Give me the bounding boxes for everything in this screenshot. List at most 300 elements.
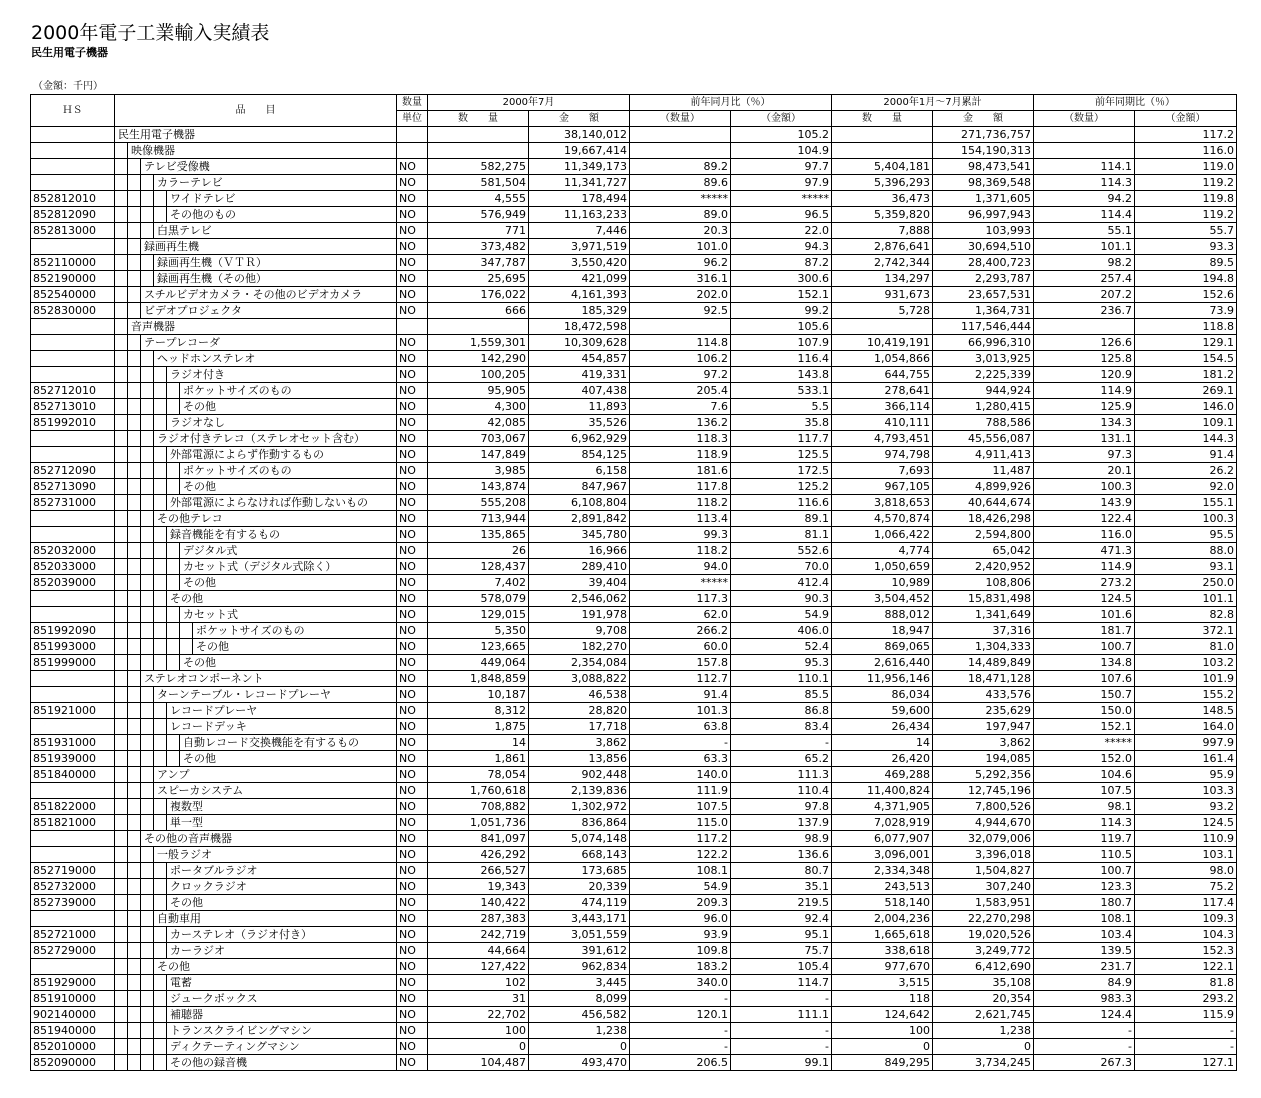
unit-cell: NO	[397, 687, 428, 703]
item-name: その他	[183, 656, 216, 669]
table-row	[31, 831, 1237, 847]
indent-guide	[115, 271, 128, 286]
table-row	[31, 511, 1237, 527]
table-row	[31, 959, 1237, 975]
indent-guide	[141, 783, 154, 798]
month-qty-ratio-cell: 108.1	[630, 863, 731, 879]
hs-code-cell	[31, 159, 115, 175]
cum-amt-cell: 1,341,649	[933, 607, 1034, 623]
cum-qty-cell: 0	[832, 1039, 933, 1055]
month-amt-ratio-cell: 54.9	[731, 607, 832, 623]
cum-qty-ratio-cell: 143.9	[1034, 495, 1135, 511]
table-row	[31, 575, 1237, 591]
indent-guide	[167, 559, 180, 574]
table-body	[31, 127, 1237, 1071]
month-amt-ratio-cell: 87.2	[731, 255, 832, 271]
month-qty-ratio-cell: -	[630, 735, 731, 751]
cum-amt-cell: 96,997,943	[933, 207, 1034, 223]
month-qty-ratio-cell: 63.3	[630, 751, 731, 767]
hs-code-cell: 851921000	[31, 703, 115, 719]
month-qty-cell: 576,949	[428, 207, 529, 223]
cum-qty-cell: 1,050,659	[832, 559, 933, 575]
indent-guide	[115, 223, 128, 238]
header-month-ratio: 前年同月比（％）	[630, 95, 832, 111]
cum-qty-ratio-cell: 107.5	[1034, 783, 1135, 799]
cum-amt-cell: 15,831,498	[933, 591, 1034, 607]
month-qty-ratio-cell: 7.6	[630, 399, 731, 415]
indent-guide	[115, 415, 128, 430]
month-amt-cell: 20,339	[529, 879, 630, 895]
item-name: 補聴器	[170, 1008, 203, 1021]
item-name: ディクテーティングマシン	[170, 1040, 300, 1053]
indent-guide	[115, 431, 128, 446]
table-row	[31, 1007, 1237, 1023]
header-unit-bottom: 単位	[397, 111, 428, 127]
unit-cell: NO	[397, 1023, 428, 1039]
cum-amt-cell: 23,657,531	[933, 287, 1034, 303]
indent-guide	[128, 975, 141, 990]
cum-qty-cell: 4,371,905	[832, 799, 933, 815]
cum-qty-ratio-cell: 108.1	[1034, 911, 1135, 927]
table-row	[31, 1039, 1237, 1055]
cum-qty-cell: 14	[832, 735, 933, 751]
item-name: テレビ受像機	[144, 160, 210, 173]
table-row	[31, 399, 1237, 415]
unit-cell: NO	[397, 655, 428, 671]
unit-cell: NO	[397, 511, 428, 527]
month-qty-cell: 100,205	[428, 367, 529, 383]
cum-amt-cell: 2,594,800	[933, 527, 1034, 543]
table-row	[31, 303, 1237, 319]
cum-qty-cell: 11,956,146	[832, 671, 933, 687]
indent-guide	[141, 719, 154, 734]
unit-cell: NO	[397, 719, 428, 735]
table-row	[31, 319, 1237, 335]
hs-code-cell	[31, 367, 115, 383]
item-name-cell	[115, 815, 397, 831]
cum-amt-cell: 2,225,339	[933, 367, 1034, 383]
indent-guide	[115, 367, 128, 382]
cum-qty-cell: 5,404,181	[832, 159, 933, 175]
cum-amt-ratio-cell: 103.1	[1135, 847, 1237, 863]
cum-qty-cell: 2,004,236	[832, 911, 933, 927]
month-amt-ratio-cell: 70.0	[731, 559, 832, 575]
cum-amt-ratio-cell: -	[1135, 1039, 1237, 1055]
item-name: その他	[183, 400, 216, 413]
hs-code-cell: 852010000	[31, 1039, 115, 1055]
indent-guide	[154, 527, 167, 542]
table-row	[31, 895, 1237, 911]
item-name-cell	[115, 687, 397, 703]
cum-amt-cell: 3,734,245	[933, 1055, 1034, 1071]
indent-guide	[154, 1039, 167, 1054]
month-amt-ratio-cell: 110.1	[731, 671, 832, 687]
indent-guide	[128, 495, 141, 510]
indent-guide	[167, 543, 180, 558]
indent-guide	[128, 367, 141, 382]
item-name: テープレコーダ	[144, 336, 221, 349]
cum-amt-ratio-cell: 194.8	[1135, 271, 1237, 287]
indent-guide	[128, 383, 141, 398]
month-qty-ratio-cell: 109.8	[630, 943, 731, 959]
indent-guide	[154, 479, 167, 494]
indent-guide	[154, 1023, 167, 1038]
item-name: その他	[157, 960, 190, 973]
month-qty-ratio-cell	[630, 127, 731, 143]
cum-qty-ratio-cell: 110.5	[1034, 847, 1135, 863]
cum-amt-cell: 6,412,690	[933, 959, 1034, 975]
month-qty-ratio-cell: 96.2	[630, 255, 731, 271]
cum-qty-ratio-cell	[1034, 143, 1135, 159]
item-name: ポケットサイズのもの	[196, 624, 305, 637]
month-amt-ratio-cell: 5.5	[731, 399, 832, 415]
item-name-cell	[115, 335, 397, 351]
item-name-cell	[115, 831, 397, 847]
indent-guide	[128, 831, 141, 846]
indent-guide	[141, 191, 154, 206]
indent-guide	[141, 751, 154, 766]
item-name-cell	[115, 1039, 397, 1055]
cum-amt-ratio-cell: 293.2	[1135, 991, 1237, 1007]
indent-guide	[154, 207, 167, 222]
cum-amt-ratio-cell: 81.8	[1135, 975, 1237, 991]
hs-code-cell: 851910000	[31, 991, 115, 1007]
item-name: 複数型	[170, 800, 203, 813]
month-amt-cell: 1,302,972	[529, 799, 630, 815]
indent-guide	[167, 607, 180, 622]
item-name: 映像機器	[131, 144, 175, 157]
item-name-cell	[115, 479, 397, 495]
indent-guide	[128, 687, 141, 702]
indent-guide	[115, 1055, 128, 1070]
item-name-cell	[115, 1055, 397, 1071]
item-name-cell	[115, 159, 397, 175]
month-qty-cell: 102	[428, 975, 529, 991]
hs-code-cell: 852830000	[31, 303, 115, 319]
indent-guide	[128, 639, 141, 654]
cum-qty-ratio-cell: 100.3	[1034, 479, 1135, 495]
month-amt-ratio-cell: 94.3	[731, 239, 832, 255]
unit-cell: NO	[397, 623, 428, 639]
indent-guide	[154, 463, 167, 478]
month-amt-cell: 11,349,173	[529, 159, 630, 175]
month-qty-cell	[428, 319, 529, 335]
item-name-cell	[115, 975, 397, 991]
month-amt-cell: 407,438	[529, 383, 630, 399]
item-name-cell	[115, 703, 397, 719]
item-name: 自動車用	[157, 912, 201, 925]
header-unit-top: 数量	[397, 95, 428, 111]
indent-guide	[115, 463, 128, 478]
month-qty-ratio-cell: 20.3	[630, 223, 731, 239]
item-name-cell	[115, 463, 397, 479]
table-row	[31, 655, 1237, 671]
indent-guide	[141, 351, 154, 366]
month-qty-cell: 143,874	[428, 479, 529, 495]
item-name: カセット式	[183, 608, 238, 621]
unit-cell: NO	[397, 463, 428, 479]
indent-guide	[128, 1039, 141, 1054]
table-row	[31, 879, 1237, 895]
unit-cell: NO	[397, 367, 428, 383]
cum-amt-ratio-cell: 81.0	[1135, 639, 1237, 655]
cum-amt-ratio-cell: 372.1	[1135, 623, 1237, 639]
cum-amt-cell: 35,108	[933, 975, 1034, 991]
indent-guide	[141, 1055, 154, 1070]
hs-code-cell: 851929000	[31, 975, 115, 991]
cum-qty-cell: 2,616,440	[832, 655, 933, 671]
item-name-cell	[115, 847, 397, 863]
unit-cell: NO	[397, 863, 428, 879]
month-amt-ratio-cell: 35.1	[731, 879, 832, 895]
table-row	[31, 207, 1237, 223]
indent-guide	[141, 687, 154, 702]
item-name-cell	[115, 671, 397, 687]
item-name-cell	[115, 431, 397, 447]
cum-amt-ratio-cell: 73.9	[1135, 303, 1237, 319]
month-amt-ratio-cell: 125.5	[731, 447, 832, 463]
cum-qty-cell: 366,114	[832, 399, 933, 415]
month-amt-ratio-cell: 104.9	[731, 143, 832, 159]
cum-amt-ratio-cell: 122.1	[1135, 959, 1237, 975]
cum-qty-cell: 644,755	[832, 367, 933, 383]
cum-qty-cell: 888,012	[832, 607, 933, 623]
cum-qty-ratio-cell: 100.7	[1034, 639, 1135, 655]
cum-qty-cell: 2,876,641	[832, 239, 933, 255]
indent-guide	[128, 207, 141, 222]
month-amt-cell: 5,074,148	[529, 831, 630, 847]
header-item: 品 目	[115, 95, 397, 127]
indent-guide	[115, 399, 128, 414]
item-name-cell	[115, 143, 397, 159]
indent-guide	[128, 751, 141, 766]
hs-code-cell	[31, 911, 115, 927]
cum-qty-cell: 278,641	[832, 383, 933, 399]
month-amt-cell: 3,088,822	[529, 671, 630, 687]
indent-guide	[115, 255, 128, 270]
indent-guide	[141, 799, 154, 814]
month-qty-ratio-cell: 114.8	[630, 335, 731, 351]
indent-guide	[128, 303, 141, 318]
cum-amt-cell: 194,085	[933, 751, 1034, 767]
month-amt-ratio-cell: -	[731, 1039, 832, 1055]
indent-guide	[154, 399, 167, 414]
indent-guide	[154, 943, 167, 958]
indent-guide	[141, 927, 154, 942]
indent-guide	[141, 1007, 154, 1022]
cum-amt-ratio-cell: 250.0	[1135, 575, 1237, 591]
table-row	[31, 559, 1237, 575]
header-month: 2000年7月	[428, 95, 630, 111]
indent-guide	[141, 527, 154, 542]
month-qty-ratio-cell: 101.0	[630, 239, 731, 255]
indent-guide	[141, 1023, 154, 1038]
indent-guide	[115, 303, 128, 318]
month-amt-ratio-cell: 81.1	[731, 527, 832, 543]
unit-cell: NO	[397, 927, 428, 943]
indent-guide	[128, 511, 141, 526]
month-amt-ratio-cell: 137.9	[731, 815, 832, 831]
item-name-cell	[115, 799, 397, 815]
cum-qty-cell: 1,054,866	[832, 351, 933, 367]
cum-amt-ratio-cell: 118.8	[1135, 319, 1237, 335]
cum-qty-cell	[832, 143, 933, 159]
indent-guide	[154, 495, 167, 510]
hs-code-cell: 852721000	[31, 927, 115, 943]
cum-amt-ratio-cell: 119.8	[1135, 191, 1237, 207]
header-month-amt-ratio: （金額）	[731, 111, 832, 127]
month-amt-cell: 454,857	[529, 351, 630, 367]
item-name: 一般ラジオ	[157, 848, 212, 861]
indent-guide	[115, 559, 128, 574]
cum-amt-cell: 944,924	[933, 383, 1034, 399]
item-name-cell	[115, 271, 397, 287]
unit-cell: NO	[397, 943, 428, 959]
month-amt-ratio-cell: 89.1	[731, 511, 832, 527]
month-qty-cell: 713,944	[428, 511, 529, 527]
item-name-cell	[115, 607, 397, 623]
cum-qty-ratio-cell: 114.9	[1034, 383, 1135, 399]
item-name-cell	[115, 879, 397, 895]
indent-guide	[128, 927, 141, 942]
month-amt-cell: 345,780	[529, 527, 630, 543]
indent-guide	[154, 991, 167, 1006]
item-name-cell	[115, 527, 397, 543]
item-name-cell	[115, 575, 397, 591]
cum-qty-ratio-cell: 101.6	[1034, 607, 1135, 623]
cum-amt-cell: 98,473,541	[933, 159, 1034, 175]
cum-amt-ratio-cell: 91.4	[1135, 447, 1237, 463]
indent-guide	[154, 863, 167, 878]
month-amt-cell: 173,685	[529, 863, 630, 879]
indent-guide	[115, 607, 128, 622]
indent-guide	[115, 959, 128, 974]
month-qty-ratio-cell: 202.0	[630, 287, 731, 303]
item-name: アンプ	[157, 768, 190, 781]
month-qty-ratio-cell: 96.0	[630, 911, 731, 927]
cum-qty-cell: 7,028,919	[832, 815, 933, 831]
cum-qty-ratio-cell: 180.7	[1034, 895, 1135, 911]
month-amt-cell: 3,550,420	[529, 255, 630, 271]
month-qty-cell: 142,290	[428, 351, 529, 367]
hs-code-cell: 851993000	[31, 639, 115, 655]
cum-qty-cell: 849,295	[832, 1055, 933, 1071]
month-amt-cell: 191,978	[529, 607, 630, 623]
hs-code-cell: 902140000	[31, 1007, 115, 1023]
cum-amt-cell: 19,020,526	[933, 927, 1034, 943]
unit-cell: NO	[397, 383, 428, 399]
cum-qty-ratio-cell: 152.0	[1034, 751, 1135, 767]
import-table	[30, 94, 1237, 1071]
month-qty-cell: 771	[428, 223, 529, 239]
month-qty-ratio-cell: 266.2	[630, 623, 731, 639]
month-qty-cell: 8,312	[428, 703, 529, 719]
item-name: カーステレオ（ラジオ付き）	[170, 928, 313, 941]
cum-amt-cell: 108,806	[933, 575, 1034, 591]
month-amt-ratio-cell: 65.2	[731, 751, 832, 767]
cum-qty-ratio-cell: 122.4	[1034, 511, 1135, 527]
month-qty-ratio-cell: 118.2	[630, 543, 731, 559]
cum-amt-ratio-cell: 155.1	[1135, 495, 1237, 511]
month-qty-cell: 19,343	[428, 879, 529, 895]
unit-cell: NO	[397, 959, 428, 975]
cum-qty-ratio-cell: 134.3	[1034, 415, 1135, 431]
month-amt-cell: 6,108,804	[529, 495, 630, 511]
month-qty-cell: 703,067	[428, 431, 529, 447]
cum-amt-ratio-cell: 117.4	[1135, 895, 1237, 911]
hs-code-cell	[31, 335, 115, 351]
indent-guide	[115, 143, 128, 158]
hs-code-cell: 852032000	[31, 543, 115, 559]
unit-cell: NO	[397, 671, 428, 687]
cum-qty-ratio-cell: 126.6	[1034, 335, 1135, 351]
unit-cell: NO	[397, 495, 428, 511]
item-name: ワイドテレビ	[170, 192, 236, 205]
table-row	[31, 943, 1237, 959]
cum-qty-cell: 869,065	[832, 639, 933, 655]
month-amt-ratio-cell: 95.1	[731, 927, 832, 943]
indent-guide	[141, 767, 154, 782]
month-qty-cell: 5,350	[428, 623, 529, 639]
indent-guide	[115, 591, 128, 606]
month-qty-cell	[428, 127, 529, 143]
cum-amt-cell: 4,899,926	[933, 479, 1034, 495]
item-name: ポケットサイズのもの	[183, 384, 292, 397]
month-qty-cell: 426,292	[428, 847, 529, 863]
cum-qty-cell: 3,096,001	[832, 847, 933, 863]
item-name: レコードプレーヤ	[170, 704, 258, 717]
item-name-cell	[115, 751, 397, 767]
month-amt-cell: 11,163,233	[529, 207, 630, 223]
cum-amt-cell: 22,270,298	[933, 911, 1034, 927]
cum-qty-ratio-cell: 84.9	[1034, 975, 1135, 991]
indent-guide	[128, 623, 141, 638]
indent-guide	[115, 623, 128, 638]
table-row	[31, 255, 1237, 271]
cum-qty-cell: 3,504,452	[832, 591, 933, 607]
table-row	[31, 527, 1237, 543]
month-qty-cell: 100	[428, 1023, 529, 1039]
month-amt-cell: 3,443,171	[529, 911, 630, 927]
month-amt-ratio-cell: 98.9	[731, 831, 832, 847]
month-qty-ratio-cell: 92.5	[630, 303, 731, 319]
item-name-cell	[115, 559, 397, 575]
indent-guide	[115, 735, 128, 750]
month-amt-ratio-cell: -	[731, 735, 832, 751]
hs-code-cell: 852039000	[31, 575, 115, 591]
month-amt-cell: 39,404	[529, 575, 630, 591]
cum-qty-ratio-cell: 150.0	[1034, 703, 1135, 719]
indent-guide	[141, 575, 154, 590]
indent-guide	[141, 207, 154, 222]
cum-qty-ratio-cell: 103.4	[1034, 927, 1135, 943]
indent-guide	[115, 751, 128, 766]
indent-guide	[128, 895, 141, 910]
month-amt-ratio-cell: 80.7	[731, 863, 832, 879]
cum-qty-cell: 931,673	[832, 287, 933, 303]
month-qty-ratio-cell: 54.9	[630, 879, 731, 895]
indent-guide	[141, 975, 154, 990]
month-amt-cell: 6,962,929	[529, 431, 630, 447]
hs-code-cell: 851821000	[31, 815, 115, 831]
table-row	[31, 767, 1237, 783]
unit-cell: NO	[397, 527, 428, 543]
cum-amt-cell: 1,238	[933, 1023, 1034, 1039]
item-name: その他	[183, 480, 216, 493]
item-name-cell	[115, 943, 397, 959]
item-name: ジュークボックス	[170, 992, 258, 1005]
indent-guide	[128, 399, 141, 414]
